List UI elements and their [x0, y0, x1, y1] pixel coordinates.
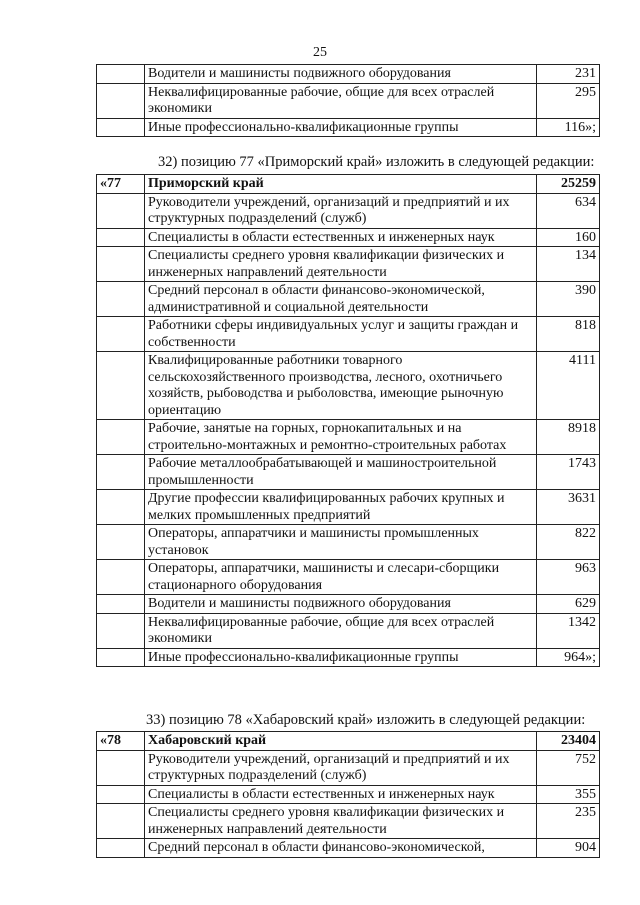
occupation-group-label: Специалисты в области естественных и инженерных наук — [145, 785, 537, 804]
code-cell — [97, 228, 145, 247]
occupation-group-value: 295 — [537, 83, 600, 118]
table-row — [97, 804, 600, 839]
region-name: Хабаровский край — [145, 732, 537, 751]
code-cell — [97, 282, 145, 317]
occupation-group-value: 1743 — [537, 455, 600, 490]
table-row — [97, 648, 600, 667]
occupation-group-label: Неквалифицированные рабочие, общие для всех отраслей экономики — [145, 613, 537, 648]
occupation-group-value: 355 — [537, 785, 600, 804]
code-cell — [97, 525, 145, 560]
table-row — [97, 560, 600, 595]
occupation-group-label: Рабочие металлообрабатывающей и машиностроительной промышленности — [145, 455, 537, 490]
occupation-group-label: Водители и машинисты подвижного оборудования — [145, 65, 537, 84]
code-cell — [97, 317, 145, 352]
table-row — [97, 317, 600, 352]
code-cell — [97, 420, 145, 455]
table-row — [97, 785, 600, 804]
code-cell — [97, 785, 145, 804]
table-row — [97, 352, 600, 420]
code-cell — [97, 613, 145, 648]
table-row — [97, 455, 600, 490]
table-row — [97, 228, 600, 247]
code-cell — [97, 455, 145, 490]
occupation-group-value: 818 — [537, 317, 600, 352]
occupation-group-label: Рабочие, занятые на горных, горнокапитальных и на строительно-монтажных и ремонтно-строительных работах — [145, 420, 537, 455]
occupation-group-value: 752 — [537, 750, 600, 785]
table-continued — [96, 64, 600, 137]
occupation-group-value: 904 — [537, 839, 600, 858]
occupation-group-value: 1342 — [537, 613, 600, 648]
occupation-group-label: Работники сферы индивидуальных услуг и защиты граждан и собственности — [145, 317, 537, 352]
occupation-group-value: 629 — [537, 595, 600, 614]
occupation-group-value: 964»; — [537, 648, 600, 667]
occupation-group-value: 822 — [537, 525, 600, 560]
table-row — [97, 613, 600, 648]
occupation-group-label: Средний персонал в области финансово-экономической, административной и социальной деятельности — [145, 282, 537, 317]
occupation-group-label: Средний персонал в области финансово-экономической, — [145, 839, 537, 858]
table-body — [97, 732, 600, 858]
table-row — [97, 750, 600, 785]
region-total: 25259 — [537, 175, 600, 194]
section-32-heading: 32) позицию 77 «Приморский край» изложить в следующей редакции: — [158, 154, 595, 170]
code-cell — [97, 560, 145, 595]
code-cell — [97, 839, 145, 858]
occupation-group-value: 160 — [537, 228, 600, 247]
occupation-group-value: 235 — [537, 804, 600, 839]
table-row — [97, 595, 600, 614]
code-cell — [97, 648, 145, 667]
occupation-group-label: Другие профессии квалифицированных рабочих крупных и мелких промышленных предприятий — [145, 490, 537, 525]
table-row — [97, 247, 600, 282]
occupation-group-label: Операторы, аппаратчики, машинисты и слесари-сборщики стационарного оборудования — [145, 560, 537, 595]
occupation-group-value: 963 — [537, 560, 600, 595]
occupation-group-label: Иные профессионально-квалификационные группы — [145, 118, 537, 137]
code-cell — [97, 804, 145, 839]
region-header-row — [97, 175, 600, 194]
code-cell — [97, 65, 145, 84]
table-row — [97, 193, 600, 228]
table-row — [97, 118, 600, 137]
code-cell — [97, 193, 145, 228]
table-primorsky — [96, 174, 600, 667]
occupation-group-value: 8918 — [537, 420, 600, 455]
table-row — [97, 83, 600, 118]
table-khabarovsk — [96, 731, 600, 858]
code-cell — [97, 750, 145, 785]
occupation-group-value: 3631 — [537, 490, 600, 525]
occupation-group-value: 134 — [537, 247, 600, 282]
occupation-group-label: Специалисты в области естественных и инженерных наук — [145, 228, 537, 247]
code-cell — [97, 83, 145, 118]
region-code: «78 — [97, 732, 145, 751]
occupation-group-value: 231 — [537, 65, 600, 84]
code-cell — [97, 352, 145, 420]
table-row — [97, 839, 600, 858]
occupation-group-label: Иные профессионально-квалификационные группы — [145, 648, 537, 667]
region-code: «77 — [97, 175, 145, 194]
table-row — [97, 525, 600, 560]
occupation-group-value: 4111 — [537, 352, 600, 420]
table-row — [97, 420, 600, 455]
region-name: Приморский край — [145, 175, 537, 194]
code-cell — [97, 247, 145, 282]
occupation-group-label: Водители и машинисты подвижного оборудования — [145, 595, 537, 614]
occupation-group-label: Руководители учреждений, организаций и предприятий и их структурных подразделений (служб) — [145, 193, 537, 228]
occupation-group-value: 634 — [537, 193, 600, 228]
occupation-group-value: 390 — [537, 282, 600, 317]
occupation-group-label: Квалифицированные работники товарного сельскохозяйственного производства, лесного, охотничьего хозяйств, рыбоводства и рыболовства, имеющие рыночную ориентацию — [145, 352, 537, 420]
occupation-group-label: Руководители учреждений, организаций и предприятий и их структурных подразделений (служб) — [145, 750, 537, 785]
table-row — [97, 282, 600, 317]
code-cell — [97, 595, 145, 614]
table-body — [97, 65, 600, 137]
occupation-group-label: Специалисты среднего уровня квалификации физических и инженерных направлений деятельности — [145, 247, 537, 282]
table-body — [97, 175, 600, 667]
code-cell — [97, 490, 145, 525]
occupation-group-label: Специалисты среднего уровня квалификации физических и инженерных направлений деятельности — [145, 804, 537, 839]
occupation-group-value: 116»; — [537, 118, 600, 137]
page-number: 25 — [313, 45, 327, 60]
table-row — [97, 65, 600, 84]
occupation-group-label: Операторы, аппаратчики и машинисты промышленных установок — [145, 525, 537, 560]
region-header-row — [97, 732, 600, 751]
occupation-group-label: Неквалифицированные рабочие, общие для всех отраслей экономики — [145, 83, 537, 118]
region-total: 23404 — [537, 732, 600, 751]
code-cell — [97, 118, 145, 137]
section-33-heading: 33) позицию 78 «Хабаровский край» изложить в следующей редакции: — [146, 712, 586, 728]
table-row — [97, 490, 600, 525]
